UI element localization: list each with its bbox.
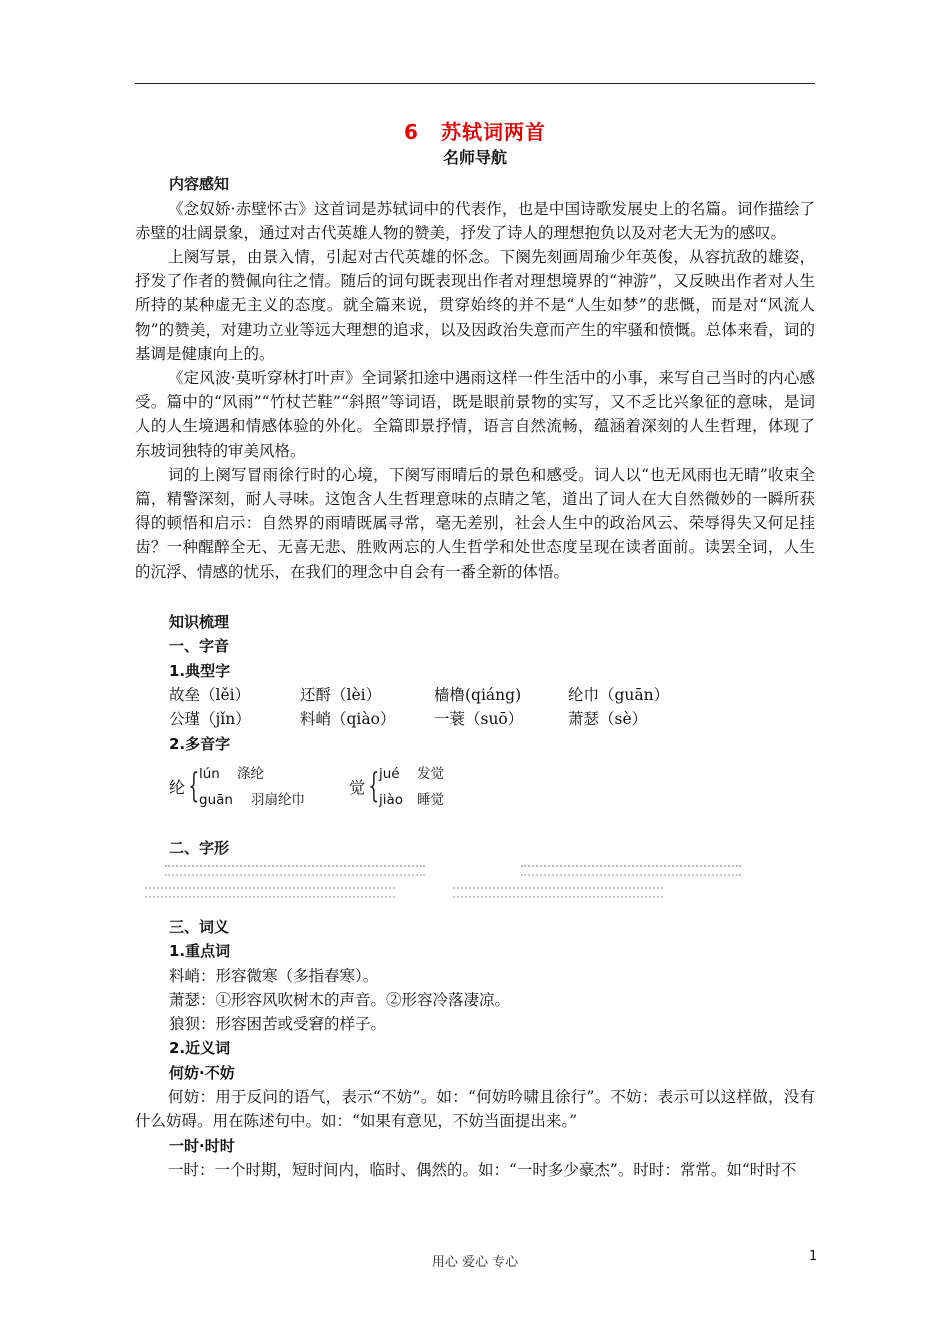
typical-char-row (135, 707, 815, 731)
polyphone-diagram (169, 760, 815, 816)
lesson-title (135, 118, 815, 146)
lesson-title-text: 苏轼词两首 (440, 120, 546, 144)
subsection-heading: 2.近义词 (169, 1039, 231, 1058)
typical-char: 故垒（lěi） (169, 686, 251, 705)
paragraph: 《念奴娇·赤壁怀古》这首词是苏轼词中的代表作，也是中国诗歌发展史上的名篇。词作描绘了赤壁的壮阔景象，通过对古代英雄人物的赞美，抒发了诗人的理想抱负以及对老大无为的感叹。 (135, 199, 815, 242)
synonym-pair-title: 何妨·不妨 (169, 1063, 235, 1082)
typical-char: 还酹（lèi） (300, 686, 382, 705)
typical-char-row (135, 683, 815, 707)
typical-char: 一蓑（suō） (434, 710, 524, 729)
typical-char: 樯橹(qiáng) (434, 686, 522, 705)
unreadable-glyph-block (135, 863, 815, 913)
definition: 萧瑟：①形容风吹树木的声音。②形容冷落凄凉。 (169, 990, 511, 1009)
definition: 料峭：形容微寒（多指春寒）。 (169, 966, 379, 985)
reading: guān (199, 792, 233, 809)
typical-char: 萧瑟（sè） (568, 710, 648, 729)
subsection-heading: 2.多音字 (169, 734, 231, 753)
subtitle: 名师导航 (442, 148, 507, 167)
subsection-heading: 三、词义 (169, 917, 230, 936)
subsection-heading: 二、字形 (169, 839, 230, 858)
subsection-heading: 1.典型字 (169, 661, 231, 680)
reading: lún (199, 766, 220, 783)
brace-icon: { (368, 766, 380, 807)
example-word: 涤纶 (237, 766, 264, 783)
page-number: 1 (809, 1249, 818, 1264)
typical-char: 料峭（qiào） (300, 710, 396, 729)
reading: jiào (379, 792, 404, 809)
section-heading: 知识梳理 (169, 612, 230, 631)
header-rule (135, 83, 815, 84)
paragraph: 上阕写景，由景入情，引起对古代英雄的怀念。下阕先刻画周瑜少年英俊，从容抗敌的雄姿，抒发了作者的赞佩向往之情。随后的词句既表现出作者对理想境界的“神游”，又反映出作者对人生所持的某种虚无主义的态度。就全篇来说，贯穿始终的并不是“人生如梦”的悲慨，而是对“风流人物”的赞美，对建功立业等远大理想的追求，以及因政治失意而产生的牢骚和愤慨。总体来看，词的基调是健康向上的。 (135, 247, 815, 363)
subsection-heading: 一、字音 (169, 637, 230, 656)
example-word: 发觉 (417, 766, 444, 783)
subsection-heading: 1.重点词 (169, 942, 231, 961)
brace-icon: { (188, 766, 200, 807)
reading: jué (379, 766, 400, 783)
document-page (135, 118, 815, 1182)
polyphone-char: 觉 (349, 778, 366, 798)
footer-text: 用心 爱心 专心 (431, 1255, 519, 1270)
paragraph: 《定风波·莫听穿林打叶声》全词紧扣途中遇雨这样一件生活中的小事，来写自己当时的内心感受。篇中的“风雨”“竹杖芒鞋”“斜照”等词语，既是眼前景物的实写，又不乏比兴象征的意味，是词人的人生境遇和情感体验的外化。全篇即景抒情，语言自然流畅，蕴涵着深刻的人生哲理，体现了东坡词独特的审美风格。 (135, 368, 815, 460)
polyphone-char: 纶 (169, 778, 186, 798)
example-word: 羽扇纶巾 (251, 792, 305, 809)
definition: 狼狈：形容困苦或受窘的样子。 (169, 1015, 387, 1034)
synonym-pair-title: 一时·时时 (169, 1136, 235, 1155)
typical-char: 纶巾（guān） (568, 686, 670, 705)
synonym-explanation: 何妨：用于反问的语气，表示“不妨”。如：“何妨吟啸且徐行”。不妨：表示可以这样做，没有什么妨碍。用在陈述句中。如：“如果有意见，不妨当面提出来。” (135, 1088, 815, 1131)
synonym-explanation: 一时：一个时期，短时间内，临时、偶然的。如：“一时多少豪杰”。时时：常常。如“时时不 (168, 1161, 797, 1180)
typical-char: 公瑾（jǐn） (169, 710, 251, 729)
section-heading: 内容感知 (169, 175, 230, 193)
lesson-number: 6 (404, 120, 419, 144)
paragraph: 词的上阕写冒雨徐行时的心境，下阕写雨晴后的景色和感受。词人以“也无风雨也无晴”收束全篇，精警深刻，耐人寻味。这饱含人生哲理意味的点睛之笔，道出了词人在大自然微妙的一瞬所获得的顿悟和启示：自然界的雨晴既属寻常，毫无差别，社会人生中的政治风云、荣辱得失又何足挂齿？一种醒醉全无、无喜无悲、胜败两忘的人生哲学和处世态度呈现在读者面前。读罢全词，人生的沉浮、情感的忧乐，在我们的理念中自会有一番全新的体悟。 (135, 465, 815, 581)
example-word: 睡觉 (417, 792, 444, 809)
